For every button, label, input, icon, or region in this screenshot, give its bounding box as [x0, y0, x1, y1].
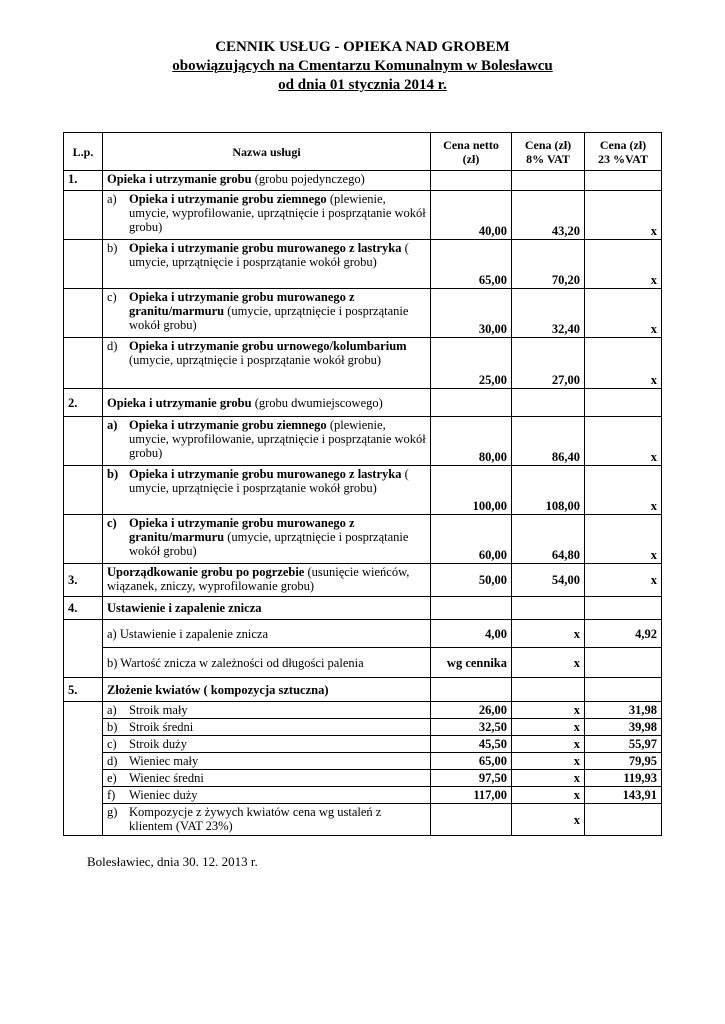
price-vat23: 39,98	[585, 719, 662, 736]
price-vat8: x	[512, 753, 585, 770]
table-row	[64, 648, 662, 678]
price-vat23: 55,97	[585, 736, 662, 753]
service-name: g) Kompozycje z żywych kwiatów cena wg ustaleń z klientem (VAT 23%)	[103, 804, 431, 836]
section-title: Ustawienie i zapalenie znicza	[103, 597, 431, 620]
service-name: d) Opieka i utrzymanie grobu urnowego/kolumbarium (umycie, uprzątnięcie i posprzątanie wokół grobu)	[103, 338, 431, 389]
price-netto: 117,00	[431, 787, 512, 804]
price-netto: 100,00	[431, 466, 512, 515]
price-vat8: x	[512, 804, 585, 836]
section-number: 1.	[64, 171, 103, 191]
table-header-row	[64, 133, 662, 171]
price-vat23: 4,92	[585, 620, 662, 648]
price-vat8: x	[512, 770, 585, 787]
price-vat23: x	[585, 289, 662, 338]
price-netto: 32,50	[431, 719, 512, 736]
price-vat23: x	[585, 191, 662, 240]
table-row	[64, 417, 662, 466]
price-vat23: x	[585, 466, 662, 515]
table-row	[64, 620, 662, 648]
price-netto: 50,00	[431, 564, 512, 597]
section-title: Uporządkowanie grobu po pogrzebie (usunięcie wieńców, wiązanek, zniczy, wyprofilowanie grobu)	[103, 564, 431, 597]
price-netto: wg cennika	[431, 648, 512, 678]
section-number: 3.	[64, 564, 103, 597]
table-row	[64, 289, 662, 338]
price-netto: 60,00	[431, 515, 512, 564]
price-netto: 30,00	[431, 289, 512, 338]
doc-effective-date: od dnia 01 stycznia 2014 r.	[278, 77, 447, 93]
table-row	[64, 191, 662, 240]
service-name: b) Opieka i utrzymanie grobu murowanego z lastryka ( umycie, uprzątnięcie i posprzątanie wokół grobu)	[103, 240, 431, 289]
price-netto: 40,00	[431, 191, 512, 240]
price-table	[63, 132, 662, 836]
price-vat8: 86,40	[512, 417, 585, 466]
section-row	[64, 597, 662, 620]
section-row	[64, 678, 662, 702]
section-title: Złożenie kwiatów ( kompozycja sztuczna)	[103, 678, 431, 702]
table-row	[64, 702, 662, 719]
price-vat8: 108,00	[512, 466, 585, 515]
section-row	[64, 171, 662, 191]
service-name: a) Opieka i utrzymanie grobu ziemnego (plewienie, umycie, wyprofilowanie, uprzątnięcie i posprzątanie wokół grobu)	[103, 191, 431, 240]
header-name: Nazwa usługi	[103, 133, 431, 171]
price-vat23: x	[585, 338, 662, 389]
section-row	[64, 564, 662, 597]
table-row	[64, 753, 662, 770]
price-vat8: 70,20	[512, 240, 585, 289]
header-lp: L.p.	[64, 133, 103, 171]
price-vat8: 43,20	[512, 191, 585, 240]
section-row	[64, 389, 662, 417]
table-row	[64, 719, 662, 736]
price-vat23: 79,95	[585, 753, 662, 770]
price-vat8: x	[512, 787, 585, 804]
header-vat8: Cena (zł) 8% VAT	[512, 133, 585, 171]
price-vat23: 119,93	[585, 770, 662, 787]
service-name: c) Opieka i utrzymanie grobu murowanego z granitu/marmuru (umycie, uprzątnięcie i posprzątanie wokół grobu)	[103, 289, 431, 338]
price-vat23: x	[585, 240, 662, 289]
section-number: 5.	[64, 678, 103, 702]
price-vat8: x	[512, 620, 585, 648]
price-vat8: x	[512, 719, 585, 736]
price-netto: 65,00	[431, 240, 512, 289]
table-row	[64, 804, 662, 836]
price-vat23: x	[585, 564, 662, 597]
section-title: Opieka i utrzymanie grobu (grobu pojedynczego)	[103, 171, 431, 191]
price-vat8: 64,80	[512, 515, 585, 564]
price-netto: 45,50	[431, 736, 512, 753]
service-name: b) Stroik średni	[103, 719, 431, 736]
table-row	[64, 466, 662, 515]
price-vat8: 32,40	[512, 289, 585, 338]
price-netto: 4,00	[431, 620, 512, 648]
service-name: b) Opieka i utrzymanie grobu murowanego z lastryka ( umycie, uprzątnięcie i posprzątanie wokół grobu)	[103, 466, 431, 515]
service-name: b) Wartość znicza w zależności od długości palenia	[103, 648, 431, 678]
table-row	[64, 515, 662, 564]
service-name: d) Wieniec mały	[103, 753, 431, 770]
header-netto: Cena netto (zł)	[431, 133, 512, 171]
price-vat23: 31,98	[585, 702, 662, 719]
service-name: a) Ustawienie i zapalenie znicza	[103, 620, 431, 648]
service-name: a) Opieka i utrzymanie grobu ziemnego (plewienie, umycie, wyprofilowanie, uprzątnięcie i posprzątanie wokół grobu)	[103, 417, 431, 466]
price-netto: 65,00	[431, 753, 512, 770]
table-row	[64, 770, 662, 787]
price-netto	[431, 804, 512, 836]
header-vat23: Cena (zł) 23 %VAT	[585, 133, 662, 171]
service-name: c) Stroik duży	[103, 736, 431, 753]
price-vat23	[585, 804, 662, 836]
price-netto: 26,00	[431, 702, 512, 719]
price-vat8: x	[512, 736, 585, 753]
table-row	[64, 736, 662, 753]
service-name: e) Wieniec średni	[103, 770, 431, 787]
price-netto: 25,00	[431, 338, 512, 389]
price-vat23: x	[585, 515, 662, 564]
service-name: f) Wieniec duży	[103, 787, 431, 804]
footer-date: Bolesławiec, dnia 30. 12. 2013 r.	[87, 854, 258, 869]
table-row	[64, 240, 662, 289]
service-name: c) Opieka i utrzymanie grobu murowanego z granitu/marmuru (umycie, uprzątnięcie i posprzątanie wokół grobu)	[103, 515, 431, 564]
price-netto: 80,00	[431, 417, 512, 466]
section-number: 2.	[64, 389, 103, 417]
section-title: Opieka i utrzymanie grobu (grobu dwumiejscowego)	[103, 389, 431, 417]
table-row	[64, 787, 662, 804]
price-vat23	[585, 648, 662, 678]
price-vat23: 143,91	[585, 787, 662, 804]
price-vat8: x	[512, 702, 585, 719]
section-number: 4.	[64, 597, 103, 620]
service-name: a) Stroik mały	[103, 702, 431, 719]
price-vat8: 27,00	[512, 338, 585, 389]
doc-subtitle: obowiązujących na Cmentarzu Komunalnym w Bolesławcu	[172, 58, 553, 74]
table-row	[64, 338, 662, 389]
price-netto: 97,50	[431, 770, 512, 787]
price-vat23: x	[585, 417, 662, 466]
doc-title: CENNIK USŁUG - OPIEKA NAD GROBEM	[215, 39, 510, 55]
price-vat8: x	[512, 648, 585, 678]
price-vat8: 54,00	[512, 564, 585, 597]
